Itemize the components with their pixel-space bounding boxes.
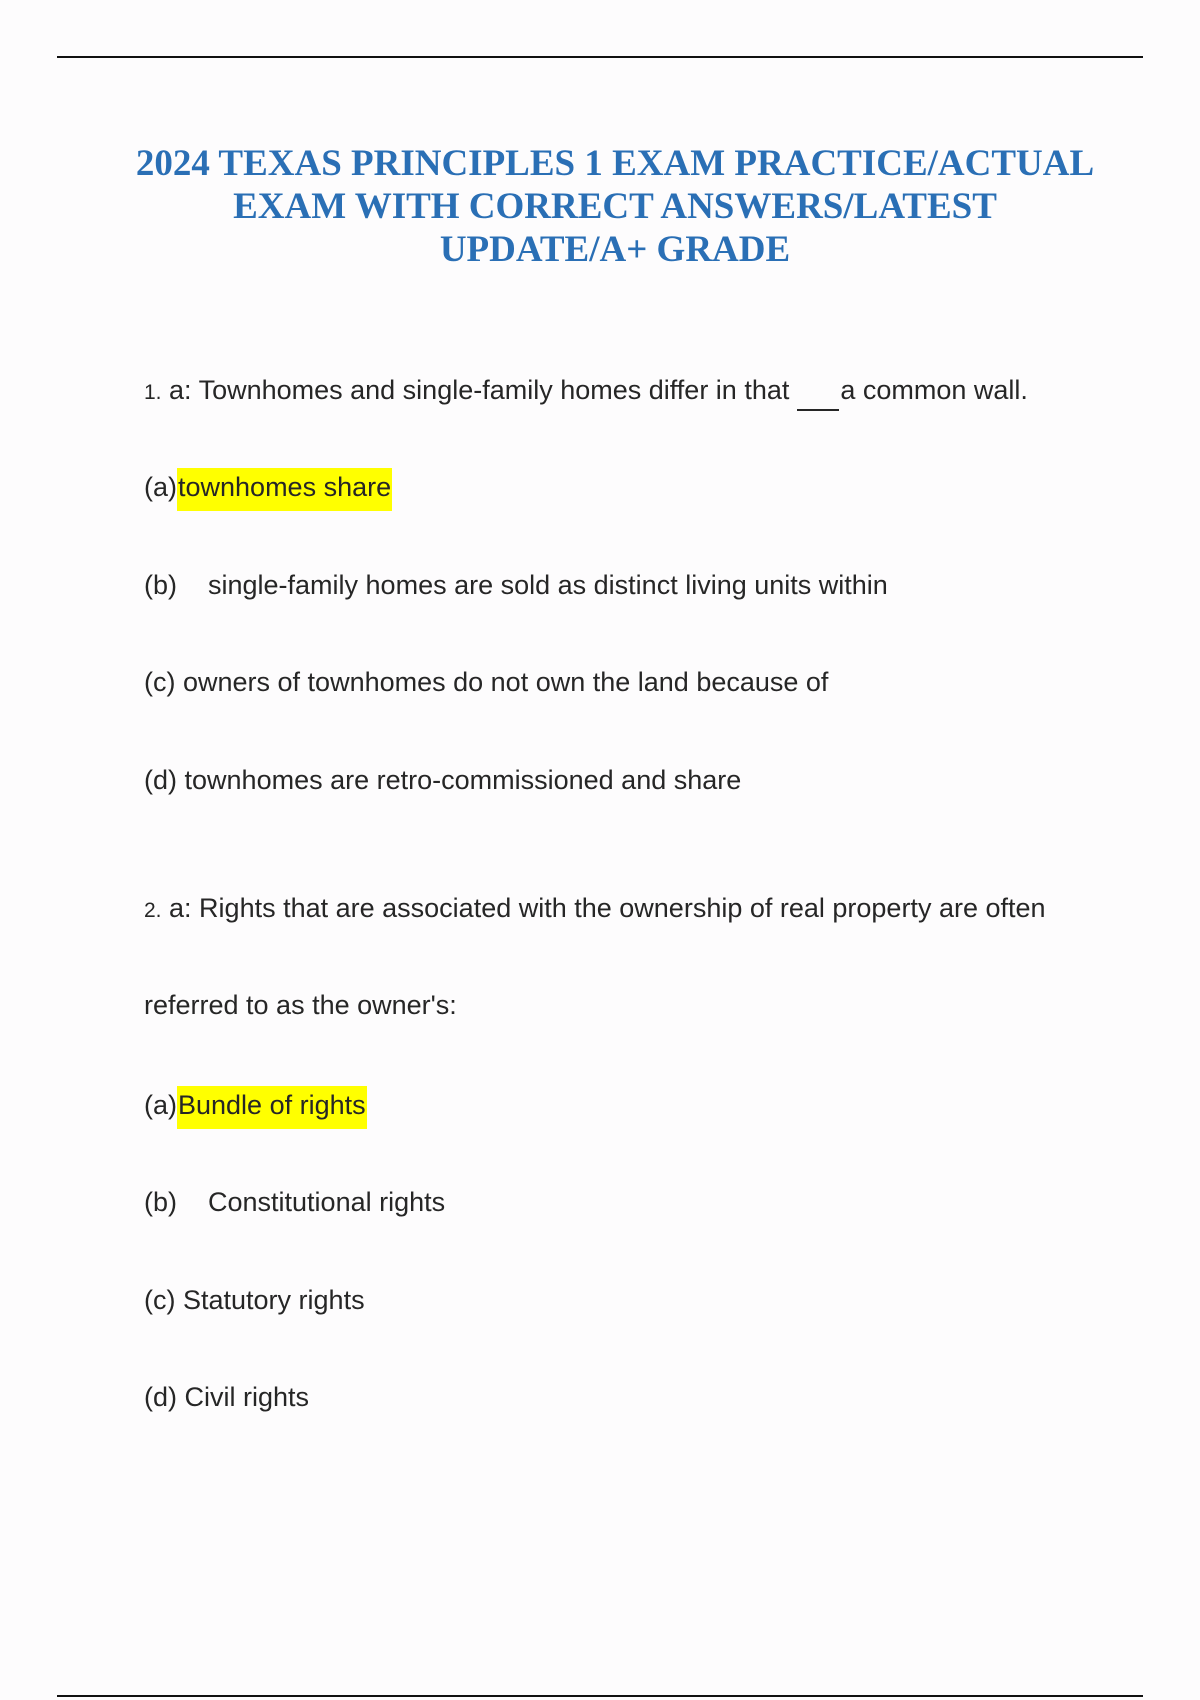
question-2-option-d — [144, 1379, 309, 1415]
option-text: Constitutional rights — [208, 1187, 446, 1217]
option-letter: (c) — [144, 1285, 176, 1315]
question-text: a: Townhomes and single-family homes differ in that — [169, 375, 790, 405]
question-2-option-b — [144, 1184, 445, 1220]
title-line-3: UPDATE/A+ GRADE — [439, 229, 791, 270]
question-text: a: Rights that are associated with the ownership of real property are often — [169, 893, 1046, 923]
title-line-2: EXAM WITH CORRECT ANSWERS/LATEST — [233, 186, 997, 227]
option-letter: (d) — [144, 765, 177, 795]
option-text: townhomes are retro-commissioned and share — [184, 765, 742, 795]
option-text: owners of townhomes do not own the land because of — [183, 667, 829, 697]
question-2-prompt-continued — [144, 987, 457, 1023]
option-text: Statutory rights — [183, 1285, 365, 1315]
question-text-end: a common wall. — [840, 375, 1028, 405]
question-1-prompt — [144, 372, 1028, 411]
document-title — [100, 142, 1130, 271]
question-1-option-a — [144, 469, 392, 505]
question-text: referred to as the owner's: — [144, 990, 457, 1020]
question-number: 1. — [144, 381, 162, 404]
option-text: Civil rights — [184, 1382, 310, 1412]
option-letter: (c) — [144, 667, 176, 697]
top-rule — [57, 56, 1143, 58]
bottom-rule — [57, 1695, 1143, 1697]
question-1-option-c — [144, 664, 828, 700]
correct-answer-highlight: Bundle of rights — [177, 1086, 367, 1129]
option-letter: (a) — [144, 472, 177, 502]
option-letter: (b) — [144, 570, 177, 600]
option-letter: (a) — [144, 1090, 177, 1120]
question-1-option-d — [144, 762, 741, 798]
option-text: single-family homes are sold as distinct living units within — [208, 570, 888, 600]
question-2-prompt — [144, 890, 1046, 929]
correct-answer-highlight: townhomes share — [177, 468, 392, 511]
title-line-1: 2024 TEXAS PRINCIPLES 1 EXAM PRACTICE/ACTUAL — [135, 143, 1095, 184]
question-number: 2. — [144, 899, 162, 922]
question-2-option-c — [144, 1282, 365, 1318]
option-letter: (b) — [144, 1187, 177, 1217]
option-letter: (d) — [144, 1382, 177, 1412]
question-1-option-b — [144, 567, 888, 603]
answer-blank — [797, 379, 839, 411]
question-2-option-a — [144, 1087, 367, 1123]
